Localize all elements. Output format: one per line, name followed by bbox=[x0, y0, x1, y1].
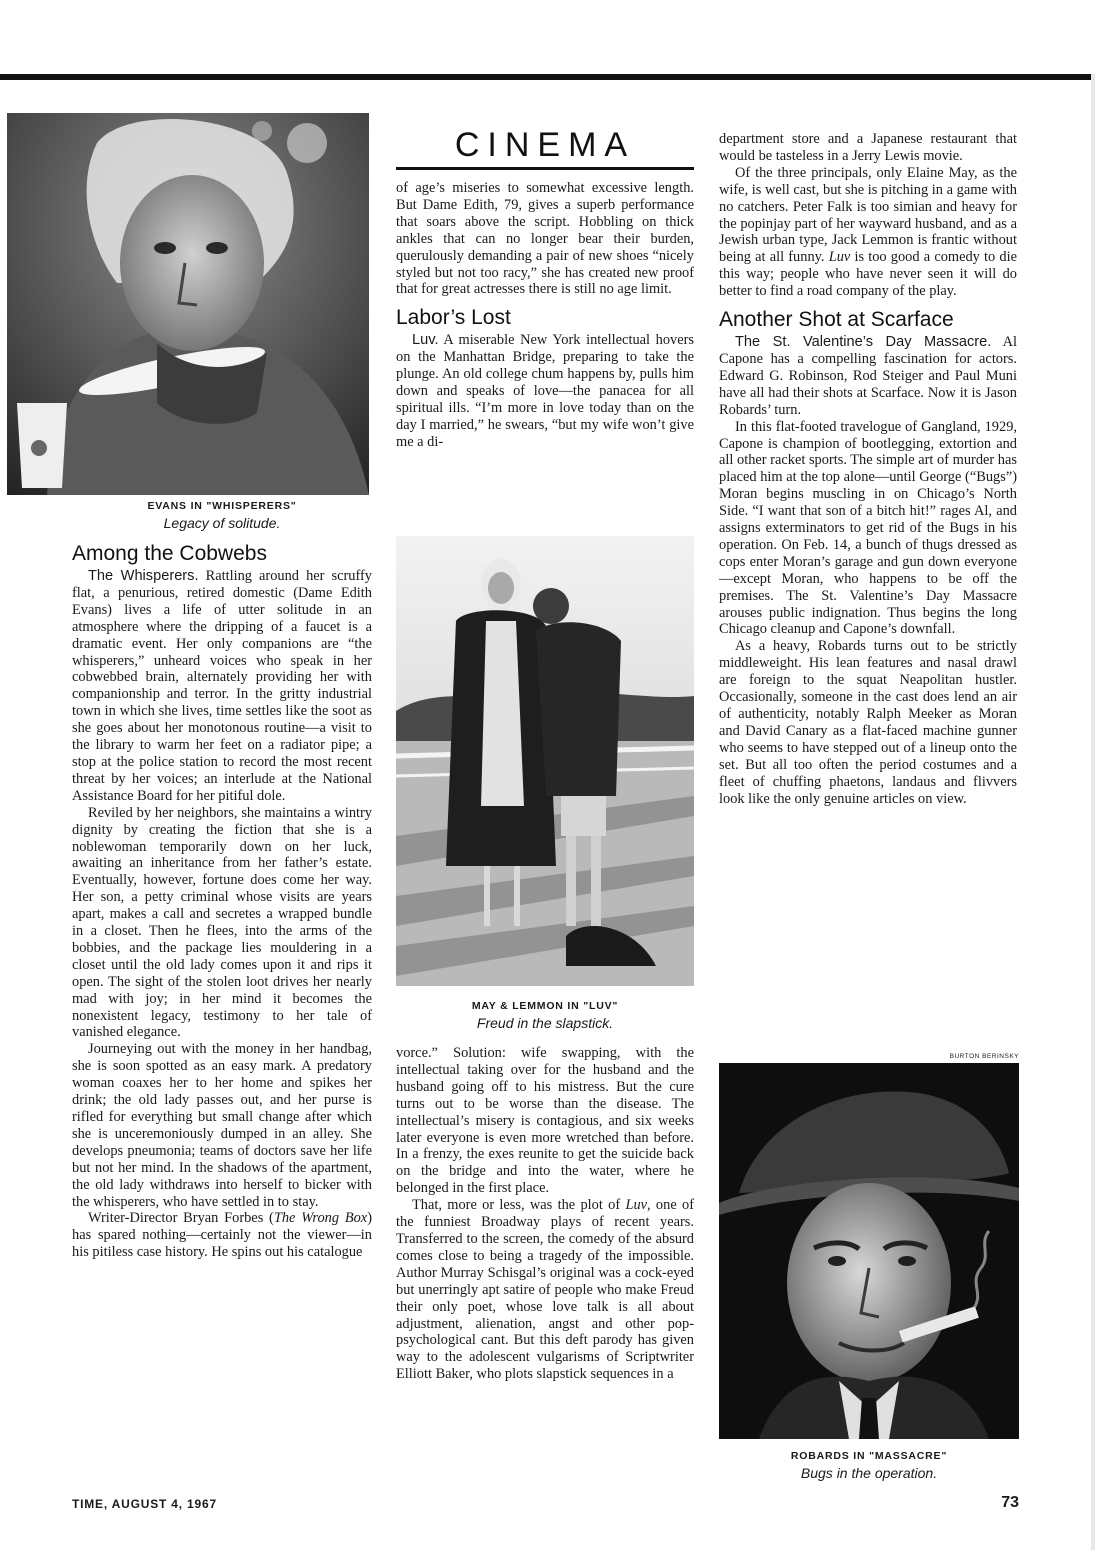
page-top-border bbox=[0, 74, 1095, 80]
film-title: Luv bbox=[828, 249, 851, 266]
article-heading-cobwebs: Among the Cobwebs bbox=[72, 542, 267, 565]
paragraph bbox=[719, 165, 1017, 300]
section-title: CINEMA bbox=[454, 126, 636, 164]
photo-evans-whisperers bbox=[7, 113, 369, 495]
paragraph: Journeying out with the money in her handbag, she is soon spotted as an easy mark. A predatory woman coaxes her to her home and spikes her drink; the old lady passes out, and her purse is rifled for everything but small change after which she is unceremoniously dumped in an alley. She develops pneumonia; teams of doctors save her life but not her mind. In the shadows of the apartment, the old lady withdraws into herself to bicker with the whisperers, who have settled in to stay. bbox=[72, 1041, 372, 1210]
paragraph-text: , one of the funniest Broadway plays of recent years. Transferred to the screen, the comedy of the absurd comes close to being a tragedy of the impossible. Author Murray Schisgal’s original was a cock-eyed but unerringly apt satire of people who make Freud their only poet, whose love talk is all about adjustment, alienation, angst and other pop-psychological cant. But this deft parody has given way to the adolescent vulgarisms of Scriptwriter Elliott Baker, who plots slapstick sequences in a bbox=[396, 1197, 694, 1383]
column-2-lower bbox=[396, 1045, 694, 1383]
paragraph-continued: department store and a Japanese restaurant that would be tasteless in a Jerry Lewis movie. bbox=[719, 131, 1017, 164]
paragraph: In this flat-footed travelogue of Gangland, 1929, Capone is champion of bootlegging, extortion and all other racket sports. The simple art of murder has placed him at the top alone—until George (“Bugs”) Moran begins muscling in on Chicago’s North Side. “I want that son of a bitch hit!” rages Al, and assigns exterminators to get rid of the Bugs in his operation. On Feb. 14, a bunch of thugs dressed as cops enter Moran’s garage and gun down everyone—except Moran, who happens to be off the premises. The St. Valentine’s Day Massacre arouses public indignation. Thus begins the long Chicago cleanup and Capone’s downfall. bbox=[719, 418, 1017, 638]
caption-text: Freud in the slapstick. bbox=[476, 1015, 614, 1031]
paragraph-text: ) has spared nothing—certainly not the viewer—in his pitiless case history. He spins out his catalogue bbox=[72, 1210, 372, 1261]
caption-name-line: ROBARDS IN "MASSACRE" bbox=[790, 1450, 948, 1462]
paragraph-text: Of the three principals, only Elaine May, as the wife, is well cast, but she is pitching in a game with no catchers. Peter Falk is too simian and heavy for the popinjay part of her wayward husband, and as a Jewish urban type, Jack Lemmon is frantic without being at all funny. bbox=[719, 164, 1017, 266]
paragraph-text: A miserable New York intellectual hovers on the Manhattan Bridge, preparing to take the plunge. An old college chum happens by, pulls him down and speaks of love—the panacea for all spiritual ills. “I’m more in love today than on the day I married,” he swears, “but my wife won’t give me a di- bbox=[396, 332, 695, 450]
footer-issue-date: TIME, AUGUST 4, 1967 bbox=[72, 1497, 217, 1511]
caption-text: Legacy of solitude. bbox=[163, 515, 281, 531]
review-lead-title: The Whisperers. bbox=[88, 568, 199, 584]
film-title: The Wrong Box bbox=[273, 1210, 368, 1227]
column-1 bbox=[72, 542, 372, 1261]
paragraph-text: That, more or less, was the plot of bbox=[412, 1197, 626, 1214]
article-heading-labors-lost: Labor’s Lost bbox=[396, 306, 511, 330]
page-right-edge bbox=[1091, 74, 1095, 1550]
paragraph bbox=[396, 332, 694, 450]
page-top-margin bbox=[0, 0, 1095, 74]
photo-may-lemmon-luv bbox=[396, 536, 694, 986]
film-title: Luv bbox=[625, 1197, 648, 1214]
review-lead-title: The St. Valentine’s Day Massacre. bbox=[735, 334, 992, 351]
photo-credit: BURTON BERINSKY bbox=[949, 1053, 1019, 1060]
caption-name-line: EVANS IN "WHISPERERS" bbox=[147, 500, 297, 512]
photo-caption-massacre bbox=[719, 1450, 1019, 1481]
caption-text: Bugs in the operation. bbox=[800, 1465, 938, 1481]
section-title-rule bbox=[396, 167, 694, 170]
article-heading-scarface: Another Shot at Scarface bbox=[719, 308, 954, 332]
photo-caption-luv bbox=[396, 1000, 694, 1031]
paragraph-text: is too good a comedy to die this way; people who have never seen it will do better to find a road company of the play. bbox=[719, 249, 1017, 300]
caption-name-line: MAY & LEMMON IN "LUV" bbox=[471, 1000, 619, 1012]
paragraph-text: Rattling around her scruffy flat, a penurious, retired domestic (Dame Edith Evans) lives a life of utter solitude in an atmosphere where the dripping of a faucet is a dramatic event. Her only companions are “the whisperers,” unheard voices who speak in her cobwebbed brain, alternately providing her with companionship and terror. In the gritty industrial town in which she lives, time settles like the soot as she goes about her monotonous routine—a visit to the library to warm her feet on a radiator pipe; a stop at the police station to record the most recent threat by her voices; an interlude at the National Assistance Board for her pitiful dole. bbox=[72, 568, 372, 804]
paragraph-continued: vorce.” Solution: wife swapping, with the intellectual taking over for the husband and the husband going off to his mistress. But the cure turns out to be worse than the disease. The intellectual’s misery is contagious, and six weeks later everyone is even more wretched than before. In a frenzy, the exes reunite to get the suicide back on the bridge and into the water, where he belonged in the first place. bbox=[396, 1045, 694, 1197]
paragraph-text: Writer-Director Bryan Forbes ( bbox=[88, 1210, 274, 1227]
paragraph bbox=[72, 1210, 372, 1261]
paragraph-text: Al Capone has a compelling fascination for actors. Edward G. Robinson, Rod Steiger and Paul Muni have all had their shots at Scarface. Now it is Jason Robards’ turn. bbox=[719, 334, 1017, 418]
paragraph bbox=[396, 1197, 694, 1383]
paragraph bbox=[719, 334, 1017, 419]
paragraph bbox=[72, 568, 372, 805]
review-lead-title: Luv. bbox=[412, 332, 439, 349]
paragraph-continued: of age’s miseries to somewhat excessive length. But Dame Edith, 79, gives a superb performance that soars above the script. Hobbling on thick ankles that can no longer bear their burden, querulously demanding a pair of new shoes “nicely styled but not too racy,” she has created new proof that for great actresses there is still no age limit. bbox=[396, 180, 694, 298]
photo-caption-whisperers bbox=[72, 500, 372, 531]
paragraph: Reviled by her neighbors, she maintains a wintry dignity by creating the fiction that she is a noblewoman temporarily down on her luck, awaiting an inheritance from her father’s estate. Eventually, however, fortune does come her way. Her son, a petty criminal whose visits are years apart, makes a call and secretes a wrapped bundle in a closet. Then he flees, into the arms of the bobbies, and the package lies mouldering in a closet until the old lady comes upon it and rips it open. The sight of the stolen loot drives her nearly mad with joy; in her mind it becomes the nonexistent legacy, testimony to her tale of vanished elegance. bbox=[72, 804, 372, 1041]
column-3 bbox=[719, 131, 1017, 807]
paragraph: As a heavy, Robards turns out to be strictly middleweight. His lean features and nasal drawl are foreign to the squat Neapolitan hustler. Occasionally, someone in the cast does lend an air of authenticity, notably Ralph Meeker as Moran and David Canary as a flat-faced machine gunner who seems to have stepped out of a lineup onto the set. But all too often the period costumes and a fleet of chuffing phaetons, landaus and flivvers look like the only genuine articles on view. bbox=[719, 638, 1017, 807]
page-number: 73 bbox=[1001, 1494, 1019, 1511]
photo-robards-massacre bbox=[719, 1063, 1019, 1439]
column-2-upper bbox=[396, 180, 694, 451]
